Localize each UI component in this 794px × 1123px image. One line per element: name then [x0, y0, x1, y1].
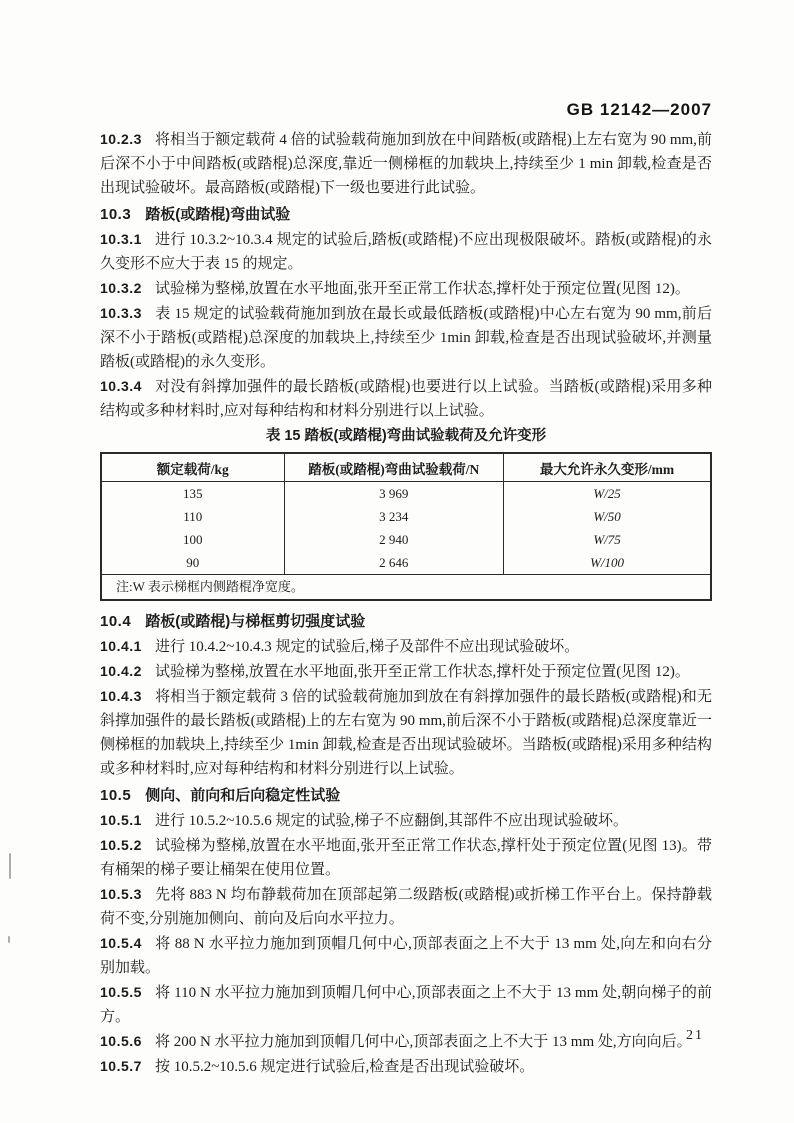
- scan-artifact: [9, 853, 11, 879]
- clause-number: 10.5.6: [100, 1033, 142, 1049]
- cell-rated-load: 90: [186, 555, 200, 570]
- clause-10-4-2: [100, 659, 712, 684]
- table-row: [101, 482, 711, 506]
- clause-number: 10.5.7: [100, 1058, 142, 1074]
- page-number: 21: [686, 1028, 704, 1043]
- table-15-grid: [100, 452, 712, 601]
- clause-text: 进行 10.5.2~10.5.6 规定的试验,梯子不应翻倒,其部件不应出现试验破坏。: [154, 813, 629, 829]
- clause-text: 试验梯为整梯,放置在水平地面,张开至正常工作状态,撑杆处于预定位置(见图 13)。带有桶架的梯子要让桶架在使用位置。: [100, 838, 712, 878]
- table-row: [101, 551, 711, 575]
- clause-number: 10.3: [100, 206, 132, 223]
- clause-10-5-1: [100, 808, 712, 833]
- clause-10-5-5: [100, 980, 712, 1029]
- clause-10-2-3: [100, 127, 712, 200]
- clause-text: 先将 883 N 均布静载荷加在顶部起第二级踏板(或踏棍)或折梯工作平台上。保持静载荷不变,分别施加侧向、前向及后向水平拉力。: [100, 887, 712, 927]
- clause-10-3-2: [100, 276, 712, 301]
- table-header-row: [101, 453, 711, 482]
- heading-text: 踏板(或踏棍)与梯框剪切强度试验: [145, 613, 366, 630]
- clause-text: 将相当于额定载荷 4 倍的试验载荷施加到放在中间踏板(或踏棍)上左右宽为 90 mm,前后深不小于中间踏板(或踏棍)总深度,靠近一侧梯框的加载块上,持续至少 1 min 卸载,检查是否出现试验破坏。最高踏板(或踏棍)下一级也要进行此试验。: [100, 132, 712, 196]
- clause-number: 10.5.2: [100, 837, 142, 853]
- heading-10-3: [100, 203, 712, 227]
- clause-10-3-1: [100, 227, 712, 276]
- heading-text: 踏板(或踏棍)弯曲试验: [145, 206, 291, 223]
- clause-text: 表 15 规定的试验载荷施加到放在最长或最低踏板(或踏棍)中心左右宽为 90 mm,前后深不小于踏板(或踏棍)总深度的加载块上,持续至少 1min 卸载,检查是否出现试验破坏,并测量踏板(或踏棍)的永久变形。: [100, 306, 712, 370]
- clause-text: 试验梯为整梯,放置在水平地面,张开至正常工作状态,撑杆处于预定位置(见图 12)。: [154, 281, 690, 297]
- scan-artifact: [8, 936, 10, 943]
- clause-text: 对没有斜撑加强件的最长踏板(或踏棍)也要进行以上试验。当踏板(或踏棍)采用多种结构或多种材料时,应对每种结构和材料分别进行以上试验。: [100, 379, 712, 419]
- cell-test-load: 2 646: [284, 551, 504, 575]
- clause-10-5-2: [100, 833, 712, 882]
- clause-number: 10.3.2: [100, 280, 142, 296]
- clause-number: 10.5.1: [100, 812, 142, 828]
- clause-10-5-6: [100, 1029, 712, 1054]
- cell-test-load: 3 969: [284, 482, 504, 506]
- clause-number: 10.4.1: [100, 638, 142, 654]
- heading-text: 侧向、前向和后向稳定性试验: [145, 787, 341, 804]
- clause-text: 试验梯为整梯,放置在水平地面,张开至正常工作状态,撑杆处于预定位置(见图 12)。: [154, 664, 690, 680]
- clause-text: 将 110 N 水平拉力施加到顶帽几何中心,顶部表面之上不大于 13 mm 处,朝向梯子的前方。: [100, 985, 712, 1025]
- clause-10-5-4: [100, 931, 712, 980]
- heading-10-5: [100, 784, 712, 808]
- cell-rated-load: 135: [183, 486, 203, 501]
- standard-code: GB 12142—2007: [566, 100, 712, 119]
- col-header-rated-load: 额定载荷/kg: [101, 453, 284, 482]
- table-row: [101, 505, 711, 528]
- clause-10-4-3: [100, 684, 712, 781]
- clause-text: 按 10.5.2~10.5.6 规定进行试验后,检查是否出现试验破坏。: [154, 1059, 535, 1075]
- cell-rated-load: 110: [183, 509, 203, 524]
- cell-max-deform: W/50: [504, 505, 711, 528]
- table-15-title: 表 15 踏板(或踏棍)弯曲试验载荷及允许变形: [265, 428, 547, 444]
- clause-10-3-3: [100, 301, 712, 374]
- clause-text: 将 200 N 水平拉力施加到顶帽几何中心,顶部表面之上不大于 13 mm 处,方向向后。: [154, 1034, 692, 1050]
- clause-number: 10.4.2: [100, 663, 142, 679]
- table-row: [101, 528, 711, 551]
- cell-test-load: 3 234: [284, 505, 504, 528]
- table-15: [100, 427, 712, 601]
- cell-max-deform: W/100: [504, 551, 711, 575]
- clause-number: 10.3.3: [100, 305, 142, 321]
- table-15-note: 注:W 表示梯框内侧踏棍净宽度。: [101, 575, 711, 601]
- clause-text: 将 88 N 水平拉力施加到顶帽几何中心,顶部表面之上不大于 13 mm 处,向左和向右分别加载。: [100, 936, 712, 976]
- cell-max-deform: W/25: [504, 482, 711, 506]
- clause-10-4-1: [100, 634, 712, 659]
- clause-number: 10.3.1: [100, 231, 142, 247]
- clause-number: 10.5.5: [100, 984, 142, 1000]
- clause-number: 10.5.4: [100, 935, 142, 951]
- clause-number: 10.5: [100, 787, 132, 804]
- heading-10-4: [100, 610, 712, 634]
- col-header-bend-test-load: 踏板(或踏棍)弯曲试验载荷/N: [284, 453, 504, 482]
- clause-text: 进行 10.3.2~10.3.4 规定的试验后,踏板(或踏棍)不应出现极限破坏。踏板(或踏棍)的永久变形不应大于表 15 的规定。: [100, 232, 712, 272]
- cell-max-deform: W/75: [504, 528, 711, 551]
- col-header-max-deform: 最大允许永久变形/mm: [504, 453, 711, 482]
- clause-text: 进行 10.4.2~10.4.3 规定的试验后,梯子及部件不应出现试验破坏。: [154, 639, 580, 655]
- clause-10-5-7: [100, 1054, 712, 1079]
- cell-rated-load: 100: [183, 532, 203, 547]
- clause-number: 10.3.4: [100, 378, 142, 394]
- clause-number: 10.4: [100, 613, 132, 630]
- cell-test-load: 2 940: [284, 528, 504, 551]
- clause-text: 将相当于额定载荷 3 倍的试验载荷施加到放在有斜撑加强件的最长踏板(或踏棍)和无斜撑加强件的最长踏板(或踏棍)上的左右宽为 90 mm,前后深不小于踏板(或踏棍)总深度靠近一侧梯框的加载块上,持续至少 1min 卸载,检查是否出现试验破坏。当踏板(或踏棍)采用多种结构或多种材料时,应对每种结构和材料分别进行以上试验。: [100, 689, 712, 777]
- clause-10-5-3: [100, 882, 712, 931]
- page-content: [100, 127, 712, 1079]
- clause-number: 10.5.3: [100, 886, 142, 902]
- clause-10-3-4: [100, 374, 712, 423]
- table-note-row: [101, 575, 711, 601]
- clause-number: 10.4.3: [100, 688, 142, 704]
- clause-number: 10.2.3: [100, 131, 142, 147]
